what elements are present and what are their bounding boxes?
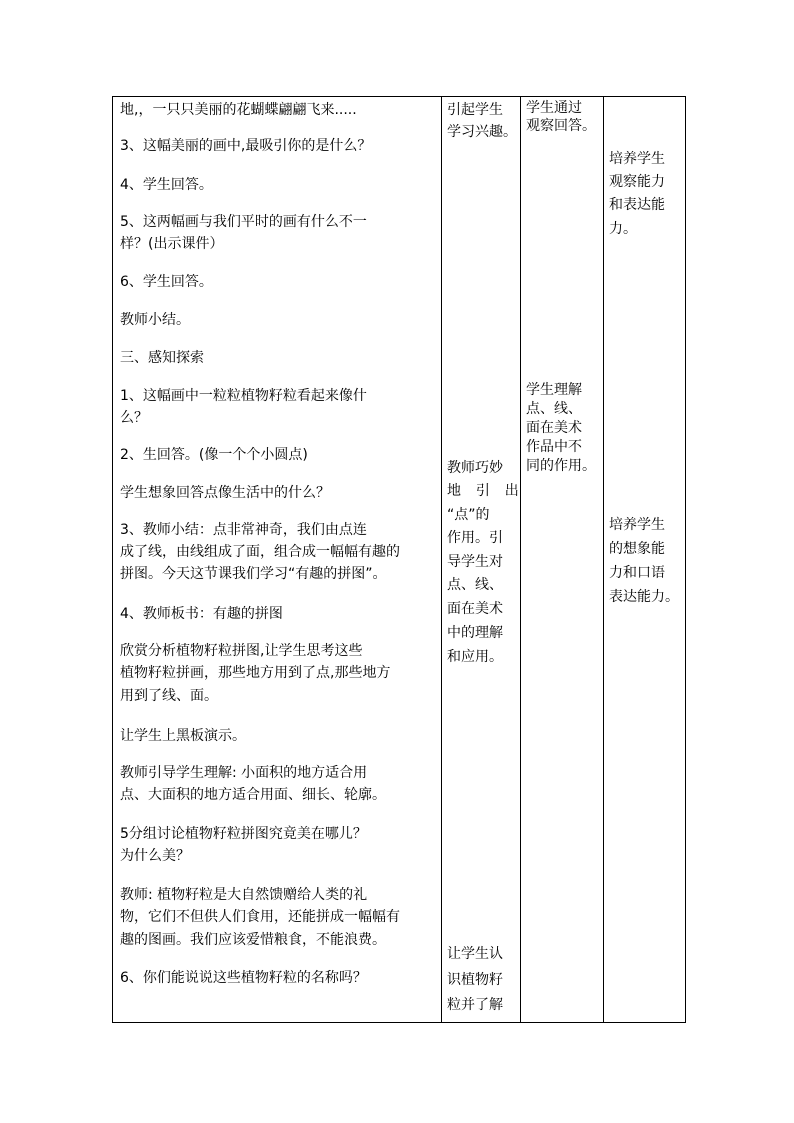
teacher-line: 中的理解 (447, 625, 503, 641)
process-line: 拼图。今天这节课我们学习“有趣的拼图”。 (120, 566, 387, 582)
student-line: 学生理解 (526, 382, 582, 398)
goal-line: 的想象能 (609, 541, 665, 557)
teacher-intent-cell (442, 97, 524, 1023)
process-line: 为什么美？ (120, 848, 190, 864)
process-line: 教师引导学生理解: 小面积的地方适合用 (120, 765, 368, 781)
student-line: 面在美术 (526, 420, 582, 436)
goal-line: 力。 (609, 221, 637, 237)
process-line: 么？ (120, 410, 148, 426)
process-line: 欣赏分析植物籽粒拼图,让学生思考这些 (120, 643, 363, 659)
process-line: 3、教师小结：点非常神奇，我们由点连 (120, 522, 367, 538)
process-line: 6、你们能说说这些植物籽粒的名称吗？ (120, 970, 367, 986)
table-row (113, 97, 686, 1023)
student-line: 学生通过 (526, 100, 582, 116)
process-line: 地,，一只只美丽的花蝴蝶翩翩飞来..... (120, 102, 357, 118)
design-goal-cell (604, 97, 686, 1023)
teacher-line: 让学生认 (447, 946, 503, 962)
process-line: 点、大面积的地方适合用面、细长、轮廓。 (120, 787, 386, 803)
teacher-line: 点、线、 (447, 577, 503, 593)
process-line: 用到了线、面。 (120, 688, 218, 704)
teacher-line: “点”的 (447, 507, 490, 523)
process-line: 学生想象回答点像生活中的什么？ (120, 485, 330, 501)
process-line: 物，它们不但供人们食用，还能拼成一幅幅有 (120, 909, 400, 925)
teacher-line: 地 引 出 (447, 483, 524, 499)
process-line: 3、这幅美丽的画中,最吸引你的是什么？ (120, 138, 372, 154)
process-line: 植物籽粒拼画，那些地方用到了点,那些地方 (120, 665, 391, 681)
goal-line: 力和口语 (609, 565, 665, 581)
process-line: 教师: 植物籽粒是大自然馈赠给人类的礼 (120, 887, 368, 903)
process-line: 教师小结。 (120, 312, 190, 328)
process-line: 样？(出示课件） (120, 236, 224, 252)
teacher-line: 引起学生 (447, 102, 503, 118)
process-line: 5、这两幅画与我们平时的画有什么不一 (120, 214, 367, 230)
process-line: 让学生上黑板演示。 (120, 728, 246, 744)
process-line: 成了线，由线组成了面，组合成一幅幅有趣的 (120, 544, 400, 560)
teacher-line: 识植物籽 (447, 972, 503, 988)
student-line: 同的作用。 (526, 458, 596, 474)
process-line: 1、这幅画中一粒粒植物籽粒看起来像什 (120, 388, 367, 404)
teacher-line: 作用。引 (447, 530, 503, 546)
process-line: 4、学生回答。 (120, 177, 213, 193)
teacher-line: 教师巧妙 (447, 460, 503, 476)
goal-line: 培养学生 (609, 151, 665, 167)
lesson-plan-table (112, 96, 686, 1023)
goal-line: 表达能力。 (609, 589, 679, 605)
goal-line: 观察能力 (609, 174, 665, 190)
teacher-line: 面在美术 (447, 601, 503, 617)
teacher-line: 和应用。 (447, 649, 503, 665)
process-line: 2、生回答。(像一个个小圆点) (120, 447, 308, 463)
process-line: 4、教师板书：有趣的拼图 (120, 606, 283, 622)
goal-line: 培养学生 (609, 517, 665, 533)
process-line: 5分组讨论植物籽粒拼图究竟美在哪儿？ (120, 826, 367, 842)
teacher-line: 学习兴趣。 (447, 124, 517, 140)
teacher-line: 导学生对 (447, 554, 503, 570)
student-line: 点、线、 (526, 401, 582, 417)
student-line: 观察回答。 (526, 118, 596, 134)
process-line: 趣的图画。我们应该爱惜粮食，不能浪费。 (120, 932, 386, 948)
process-cell (113, 97, 442, 1023)
student-activity-cell (521, 97, 604, 1023)
teacher-line: 粒并了解 (447, 997, 503, 1013)
student-line: 作品中不 (526, 439, 582, 455)
process-line: 6、学生回答。 (120, 274, 213, 290)
goal-line: 和表达能 (609, 197, 665, 213)
process-line: 三、感知探索 (120, 350, 204, 366)
